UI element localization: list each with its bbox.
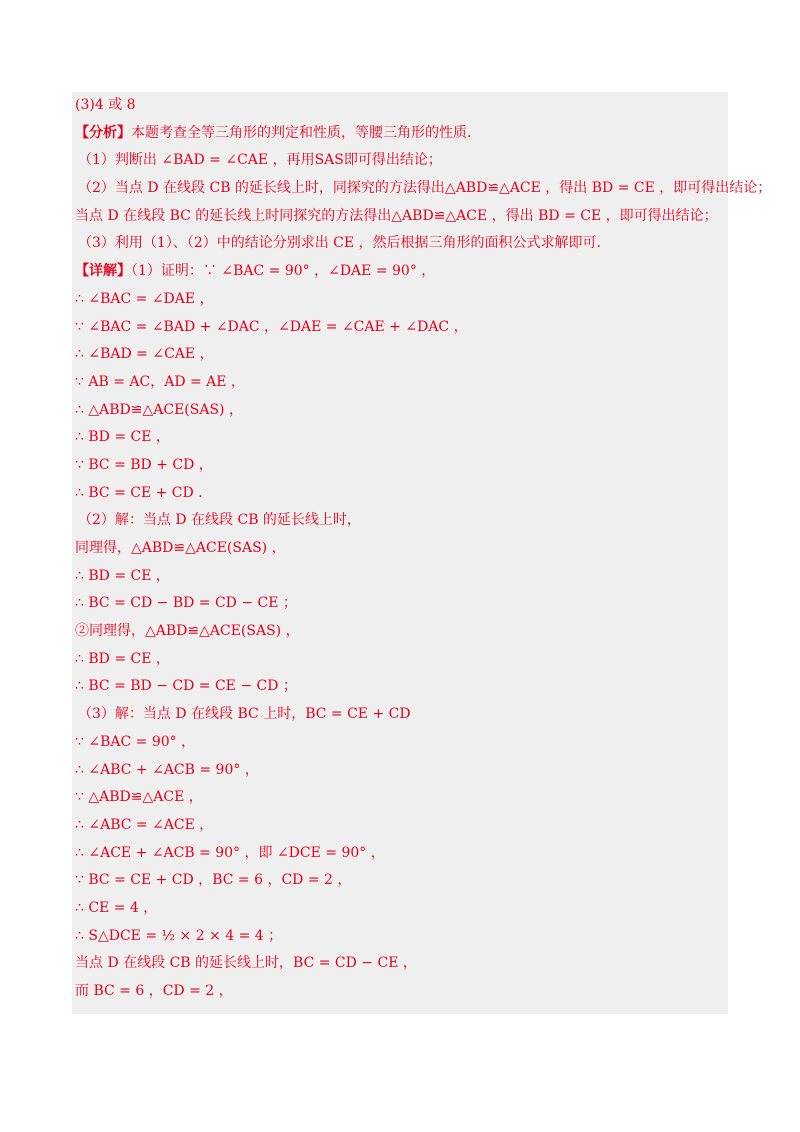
analysis-heading bbox=[72, 120, 728, 148]
detail-line-1: ∴ ∠BAC = ∠DAE ， bbox=[75, 290, 214, 307]
detail-line-6: ∴ BD = CE ， bbox=[75, 429, 170, 446]
detail-line-7: ∵ BC = BD + CD ， bbox=[75, 456, 213, 473]
detail-line-5: ∴ △ABD≌△ACE(SAS) ， bbox=[75, 401, 243, 418]
analysis-p1: （1）判断出 ∠BAD = ∠CAE ，再用SAS即可得出结论； bbox=[78, 152, 442, 169]
analysis-p2: （2）当点 D 在线段 CB 的延长线上时，同探究的方法得出△ABD≌△ACE ，得出 BD = CE ，即可得出结论； bbox=[78, 180, 772, 197]
detail-line-13: ②同理得，△ABD≌△ACE(SAS) ， bbox=[75, 623, 300, 640]
detail-line-11: ∴ BD = CE ， bbox=[75, 567, 170, 584]
detail-line-10: 同理得，△ABD≌△ACE(SAS) ， bbox=[75, 540, 286, 556]
detail-line-8: ∴ BC = CE + CD ． bbox=[75, 484, 213, 501]
detail-line-0: （1）证明：∵ ∠BAC = 90° ，∠DAE = 90° ， bbox=[131, 263, 436, 280]
detail-line-26: 而 BC = 6 ，CD = 2 ， bbox=[75, 983, 233, 999]
detail-line-24: ∴ S△DCE = ½ × 2 × 4 = 4 ； bbox=[75, 927, 283, 944]
detail-line-4: ∵ AB = AC，AD = AE ， bbox=[75, 373, 245, 390]
analysis-text: 本题考查全等三角形的判定和性质，等腰三角形的性质． bbox=[131, 124, 481, 141]
detail-line-20: ∴ ∠ABC = ∠ACE ， bbox=[75, 816, 214, 833]
answer-line: (3)4 或 8 bbox=[75, 97, 136, 113]
detail-line-19: ∵ △ABD≌△ACE ， bbox=[75, 789, 203, 806]
detail-heading bbox=[72, 258, 728, 286]
detail-line-25: 当点 D 在线段 CB 的延长线上时，BC = CD − CE ， bbox=[75, 955, 417, 972]
analysis-p4: （3）利用（1）、（2）中的结论分别求出 CE ，然后根据三角形的面积公式求解即可． bbox=[78, 235, 611, 252]
detail-line-3: ∴ ∠BAD = ∠CAE ， bbox=[75, 346, 214, 363]
analysis-p3: 当点 D 在线段 BC 的延长线上时同探究的方法得出△ABD≌△ACE ，得出 BD = CE ，即可得出结论； bbox=[75, 207, 718, 224]
detail-line-18: ∴ ∠ABC + ∠ACB = 90° ， bbox=[75, 761, 259, 778]
detail-line-14: ∴ BD = CE ， bbox=[75, 650, 170, 667]
detail-line-23: ∴ CE = 4 ， bbox=[75, 899, 158, 916]
analysis-tag: 【分析】 bbox=[75, 124, 131, 141]
detail-line-21: ∴ ∠ACE + ∠ACB = 90° ，即 ∠DCE = 90° ， bbox=[75, 844, 385, 861]
detail-line-9: （2）解：当点 D 在线段 CB 的延长线上时， bbox=[78, 512, 361, 529]
detail-line-16: （3）解：当点 D 在线段 BC 上时，BC = CE + CD bbox=[78, 706, 411, 723]
detail-line-22: ∵ BC = CE + CD ，BC = 6 ，CD = 2 ， bbox=[75, 872, 352, 889]
detail-line-2: ∵ ∠BAC = ∠BAD + ∠DAC ，∠DAE = ∠CAE + ∠DAC ， bbox=[75, 318, 468, 335]
detail-tag: 【详解】 bbox=[75, 263, 131, 280]
detail-line-17: ∵ ∠BAC = 90° ， bbox=[75, 733, 196, 750]
detail-line-15: ∴ BC = BD − CD = CE − CD ； bbox=[75, 678, 297, 695]
detail-line-12: ∴ BC = CD − BD = CD − CE ； bbox=[75, 595, 297, 612]
solution-text bbox=[72, 92, 772, 1006]
